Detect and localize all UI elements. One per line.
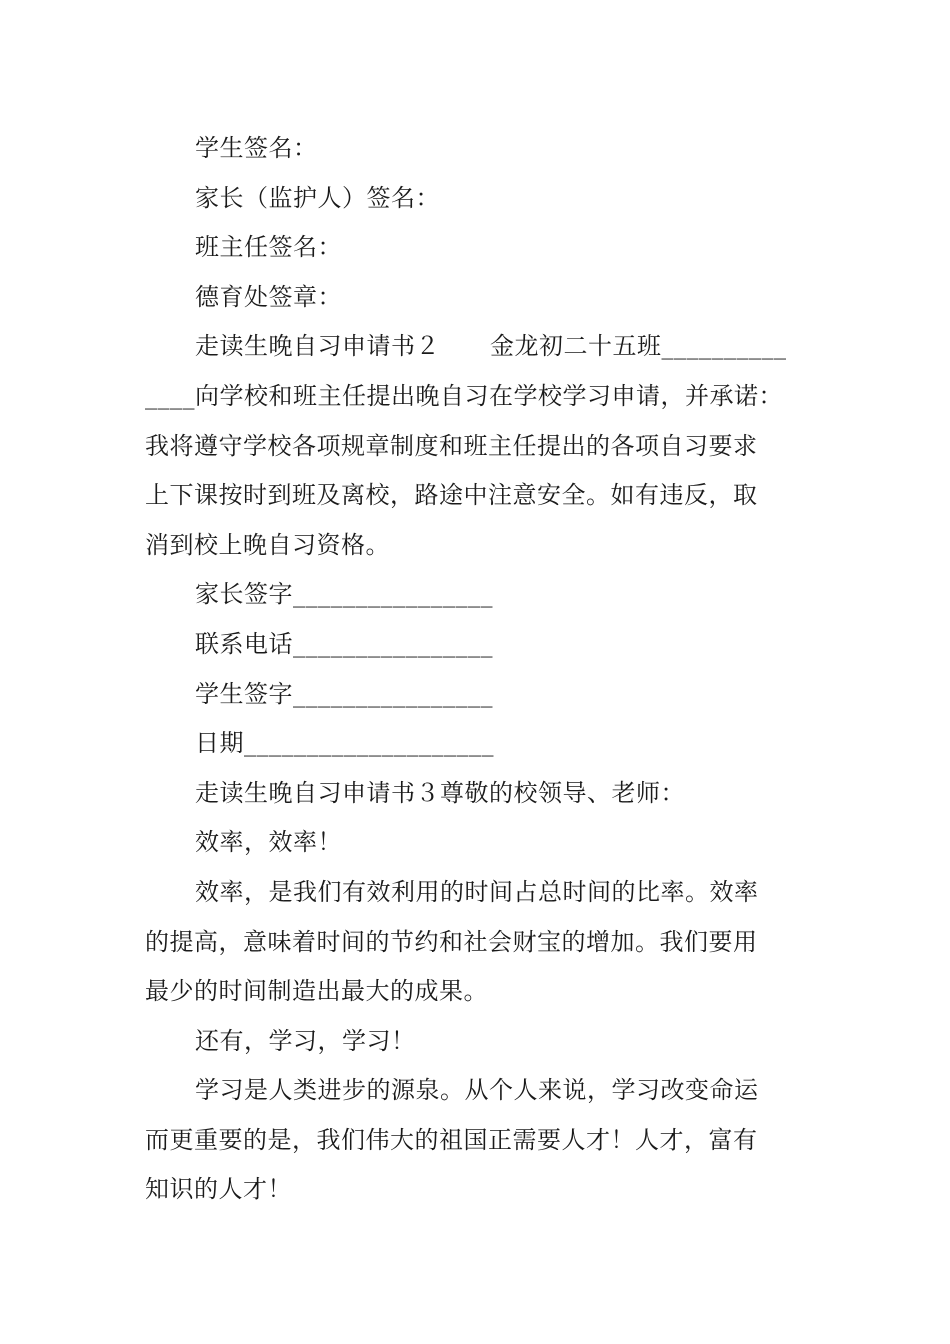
paragraph-line: ____向学校和班主任提出晚自习在学校学习申请，并承诺： [145,381,783,410]
paragraph-line: 效率，效率！ [195,828,342,857]
document-body [145,124,810,1215]
line-phone-blank: 联系电话________________ [195,629,493,658]
line-date-blank: 日期____________________ [195,729,494,758]
paragraph-line: 而更重要的是，我们伟大的祖国正需要人才！人才，富有 [145,1125,758,1154]
paragraph-line: 我将遵守学校各项规章制度和班主任提出的各项自习要求 [145,431,758,460]
paragraph-line: 学习是人类进步的源泉。从个人来说，学习改变命运 [195,1076,759,1105]
paragraph-line: 最少的时间制造出最大的成果。 [145,977,488,1006]
line-student-sign-blank: 学生签字________________ [195,679,493,708]
paragraph-line: 效率，是我们有效利用的时间占总时间的比率。效率 [195,877,759,906]
line-student-signature: 学生签名： [195,134,318,162]
paragraph-line: 的提高，意味着时间的节约和社会财宝的增加。我们要用 [145,927,758,956]
line-application-3-title: 走读生晚自习申请书３尊敬的校领导、老师： [195,778,685,807]
line-application-2-title: 走读生晚自习申请书２ 金龙初二十五班__________ [195,332,787,361]
line-parent-sign-blank: 家长签字________________ [195,580,493,609]
paragraph-line: 消到校上晚自习资格。 [145,530,390,559]
class-name-blank: 金龙初二十五班__________ [490,332,787,361]
line-office-stamp: 德育处签章： [195,282,342,311]
paragraph-line: 还有，学习，学习！ [195,1026,416,1055]
line-parent-signature: 家长（监护人）签名： [195,183,440,212]
line-teacher-signature: 班主任签名： [195,233,342,262]
paragraph-line: 上下课按时到班及离校，路途中注意安全。如有违反，取 [145,481,758,510]
paragraph-line: 知识的人才！ [145,1175,292,1204]
